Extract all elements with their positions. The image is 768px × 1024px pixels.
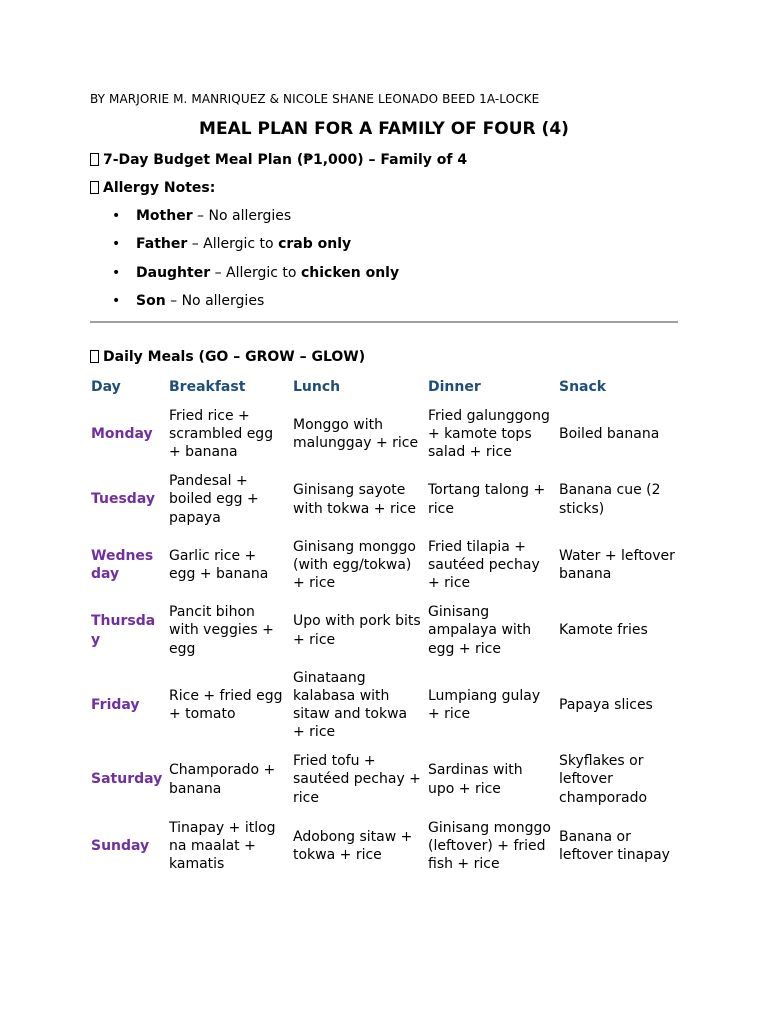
allergy-item [90, 234, 399, 262]
allergy-emph: chicken only [300, 264, 400, 281]
snack-cell: Banana or leftover tinapay [559, 828, 670, 863]
lunch-cell: Monggo with malunggay + rice [293, 416, 419, 451]
snack-cell: Banana cue (2 sticks) [559, 482, 661, 517]
allergy-note: No allergies [208, 208, 292, 224]
allergy-note: No allergies [181, 292, 265, 309]
meals-heading-text: Daily Meals (GO – GROW – GLOW) [103, 349, 366, 365]
breakfast-cell: Pandesal + boiled egg + papaya [169, 473, 259, 526]
column-header-day: Day [91, 378, 121, 395]
bullet-icon: • [112, 264, 121, 281]
table-row [88, 746, 680, 813]
dinner-cell: Sardinas with upo + rice [428, 762, 523, 797]
allergy-list [90, 206, 399, 319]
breakfast-cell: Champorado + banana [169, 762, 276, 797]
allergy-note: Allergic to [203, 236, 279, 253]
day-cell: Sunday [91, 837, 150, 854]
allergy-sep: – [210, 264, 227, 281]
table-row [88, 813, 680, 879]
bullet-icon: • [112, 292, 121, 309]
horizontal-rule [90, 321, 678, 323]
allergy-item [90, 206, 399, 234]
day-cell: Thursday [91, 613, 156, 648]
allergy-sep: – [192, 208, 209, 224]
allergy-item [90, 263, 399, 291]
meal-table [88, 372, 680, 879]
breakfast-cell: Tinapay + itlog na maalat + kamatis [169, 819, 276, 873]
snack-cell: Skyflakes or leftover champorado [559, 753, 648, 806]
lunch-cell: Fried tofu + sautéed pechay + rice [293, 753, 421, 806]
plan-heading-text: 7-Day Budget Meal Plan (₱1,000) – Family of 4 [103, 152, 468, 168]
bullet-icon: • [112, 236, 121, 253]
snack-cell: Boiled banana [559, 425, 660, 442]
allergy-member: Mother [136, 208, 193, 224]
day-cell: Saturday [91, 771, 163, 788]
dinner-cell: Tortang talong + rice [428, 482, 546, 517]
lunch-cell: Ginisang sayote with tokwa + rice [293, 482, 416, 517]
day-cell: Monday [91, 425, 153, 442]
missing-glyph-icon [90, 350, 99, 363]
lunch-cell: Ginataang kalabasa with sitaw and tokwa + rice [293, 669, 408, 741]
allergy-note: Allergic to [226, 264, 301, 281]
dinner-cell: Ginisang ampalaya with egg + rice [428, 604, 532, 657]
allergy-member: Father [136, 236, 188, 253]
allergy-member: Daughter [136, 264, 211, 281]
allergy-emph: crab only [278, 236, 352, 253]
page-title: MEAL PLAN FOR A FAMILY OF FOUR (4) [199, 119, 569, 139]
lunch-cell: Upo with pork bits + rice [293, 613, 421, 648]
table-row [88, 597, 680, 664]
breakfast-cell: Rice + fried egg + tomato [169, 687, 283, 722]
lunch-cell: Ginisang monggo (with egg/tokwa) + rice [293, 538, 416, 592]
missing-glyph-icon [90, 181, 99, 194]
allergy-sep: – [187, 236, 204, 253]
plan-heading [90, 152, 467, 168]
allergy-member: Son [136, 292, 166, 309]
snack-cell: Water + leftover banana [559, 547, 675, 582]
missing-glyph-icon [90, 153, 99, 166]
column-header-lunch: Lunch [293, 378, 341, 395]
day-cell: Wednesday [91, 547, 154, 582]
table-header-row [88, 372, 680, 402]
column-header-snack: Snack [559, 378, 607, 395]
allergy-heading [90, 180, 215, 196]
dinner-cell: Lumpiang gulay + rice [428, 687, 541, 722]
dinner-cell: Fried tilapia + sautéed pechay + rice [428, 538, 540, 592]
lunch-cell: Adobong sitaw + tokwa + rice [293, 828, 413, 863]
table-row [88, 664, 680, 746]
allergy-heading-text: Allergy Notes: [103, 180, 216, 196]
breakfast-cell: Fried rice + scrambled egg + banana [169, 407, 274, 461]
column-header-breakfast: Breakfast [169, 378, 246, 395]
table-row [88, 466, 680, 533]
column-header-dinner: Dinner [428, 378, 481, 395]
day-cell: Tuesday [91, 491, 155, 508]
dinner-cell: Ginisang monggo (leftover) + fried fish + rice [428, 819, 551, 873]
meals-heading [90, 349, 365, 365]
snack-cell: Kamote fries [559, 622, 648, 639]
breakfast-cell: Pancit bihon with veggies + egg [169, 604, 274, 657]
table-row [88, 402, 680, 466]
allergy-sep: – [165, 292, 182, 309]
table-row [88, 533, 680, 597]
allergy-item [90, 291, 399, 319]
breakfast-cell: Garlic rice + egg + banana [169, 547, 269, 582]
authors-line: BY MARJORIE M. MANRIQUEZ & NICOLE SHANE LEONADO BEED 1A-LOCKE [90, 92, 540, 106]
dinner-cell: Fried galunggong + kamote tops salad + rice [428, 407, 550, 461]
bullet-icon: • [112, 208, 121, 224]
snack-cell: Papaya slices [559, 696, 653, 713]
day-cell: Friday [91, 696, 140, 713]
